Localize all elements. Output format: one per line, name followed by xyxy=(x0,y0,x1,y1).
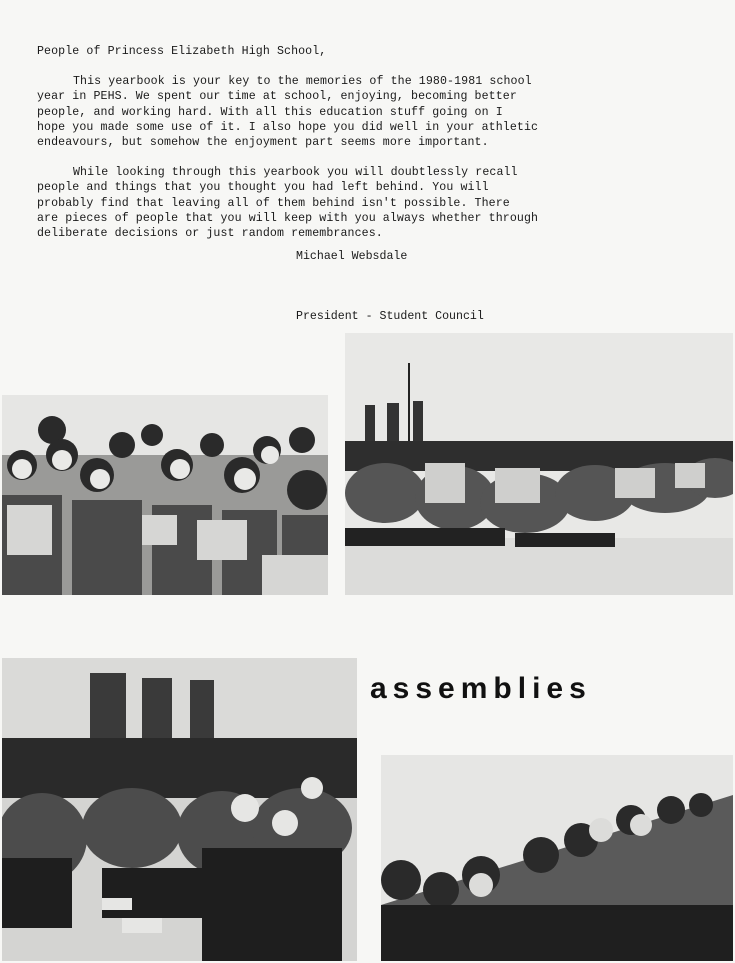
signature-name: Michael Websdale xyxy=(296,250,408,263)
letter-paragraph-2: While looking through this yearbook you will doubtlessly recall people and things that you thought you had left behind. You will probably find that leaving all of them behind isn't possible. There are pieces of people that you will keep with you always whether through deliberate decisions or just random remembrances. xyxy=(37,166,539,241)
letter-paragraph-1: This yearbook is your key to the memories of the 1980-1981 school year in PEHS. We spent our time at school, enjoying, becoming better people, and working hard. With all this education stuff going on I hope you made some use of it. I also hope you did well in your athletic endeavours, but somehow the enjoyment part seems more important. xyxy=(37,75,539,150)
council-letter xyxy=(37,44,597,241)
photo-students-seated-closeup xyxy=(2,395,328,595)
photo-teachers-standing-assembly xyxy=(2,658,357,961)
letter-salutation: People of Princess Elizabeth High School, xyxy=(37,45,327,58)
photo-students-bleachers xyxy=(381,755,733,961)
photo-gym-assembly-wide xyxy=(345,333,733,595)
signature-title: President - Student Council xyxy=(296,310,484,323)
section-title: assemblies xyxy=(370,672,592,705)
